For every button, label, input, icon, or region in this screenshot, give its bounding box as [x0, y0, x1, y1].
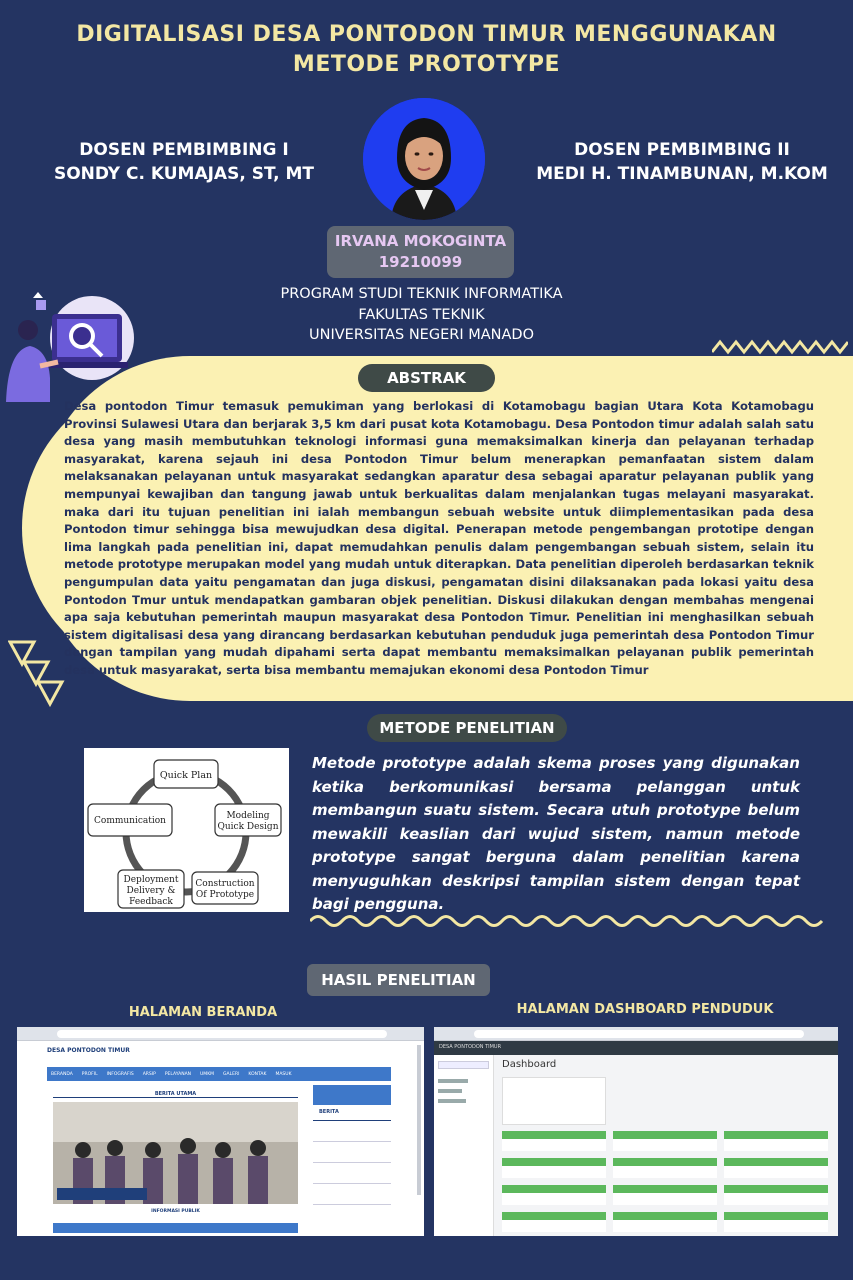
dashboard-card[interactable]: [724, 1131, 828, 1151]
dashboard-topbar: [434, 1041, 838, 1055]
author-portrait-icon: [363, 98, 485, 220]
supervisor-2-name: MEDI H. TINAMBUNAN, M.KOM: [536, 164, 828, 184]
home-screenshot: [17, 1027, 424, 1236]
dashboard-card[interactable]: [724, 1185, 828, 1205]
prototype-diagram: [84, 748, 289, 912]
dashboard-sidebar: [434, 1055, 494, 1236]
institution-block: [200, 284, 643, 346]
public-info-bar: [53, 1223, 298, 1233]
date-widget: [313, 1085, 391, 1105]
author-name: IRVANA MOKOGINTA: [334, 232, 507, 250]
faculty-name: FAKULTAS TEKNIK: [358, 306, 485, 323]
results-heading: HASIL PENELITIAN: [307, 964, 490, 996]
title-line-1: DIGITALISASI DESA PONTODON TIMUR MENGGUNAKAN: [76, 22, 777, 47]
dashboard-cards: [502, 1131, 828, 1232]
dashboard-heading: Dashboard: [502, 1059, 557, 1070]
dashboard-card[interactable]: [724, 1212, 828, 1232]
dashboard-card[interactable]: [502, 1212, 606, 1232]
wave-decoration-icon: [310, 912, 830, 930]
supervisor-1-name: SONDY C. KUMAJAS, ST, MT: [53, 164, 315, 184]
method-text: Metode prototype adalah skema proses yang digunakan ketika berkomunikasi bersama pelanggan untuk membangun suatu sistem. Secara utuh prototype belum mewakili keaslian dari wujud sistem, namun metode prototype sangat berguna dalam penelitian karena menyuguhkan deskripsi tampilan sistem dengan tepat bagi pengguna.: [312, 754, 800, 913]
dashboard-caption: HALAMAN DASHBOARD PENDUDUK: [516, 1002, 774, 1017]
university-name: UNIVERSITAS NEGERI MANADO: [309, 327, 534, 343]
diagram-feedback: Feedback: [129, 897, 173, 907]
dashboard-card[interactable]: [502, 1158, 606, 1178]
supervisor-2: [532, 138, 832, 186]
site-title: DESA PONTODON TIMUR: [47, 1047, 130, 1054]
abstract-heading: ABSTRAK: [358, 364, 495, 392]
nav-item-pelayanan[interactable]: PELAYANAN: [164, 1071, 192, 1077]
dashboard-card[interactable]: [502, 1185, 606, 1205]
poster-title: [0, 20, 853, 80]
dashboard-card[interactable]: [724, 1158, 828, 1178]
home-caption: HALAMAN BERANDA: [128, 1005, 278, 1020]
nav-item-kontak[interactable]: KONTAK: [248, 1071, 267, 1077]
dashboard-card[interactable]: [613, 1185, 717, 1205]
author-name-box: [327, 226, 514, 278]
nav-item-umkm[interactable]: UMKM: [200, 1071, 215, 1077]
group-photo-icon: [53, 1102, 298, 1204]
method-heading: METODE PENELITIAN: [367, 714, 567, 742]
dashboard-card[interactable]: [502, 1131, 606, 1151]
supervisor-1: [34, 138, 334, 186]
public-info-heading: INFORMASI PUBLIK: [151, 1209, 200, 1214]
nav-item-masuk[interactable]: MASUK: [275, 1071, 292, 1077]
dashboard-address-field: [474, 1030, 804, 1038]
dashboard-brand: DESA PONTODON TIMUR: [439, 1044, 502, 1050]
nav-item-beranda[interactable]: BERANDA: [51, 1071, 73, 1077]
diagram-of-prototype: Of Prototype: [195, 890, 255, 900]
news-photo: [53, 1102, 298, 1204]
triangle-decoration-icon: [8, 640, 74, 708]
side-news-list: [313, 1127, 391, 1217]
dashboard-screenshot: [434, 1027, 838, 1236]
title-line-2: METODE PROTOTYPE: [292, 52, 561, 77]
diagram-quick-design: Quick Design: [217, 822, 279, 832]
dashboard-browser-bar: [434, 1027, 838, 1041]
supervisor-1-role: DOSEN PEMBIMBING I: [79, 140, 289, 160]
zigzag-decoration-icon: [712, 338, 848, 356]
dashboard-card[interactable]: [613, 1212, 717, 1232]
diagram-deployment: Deployment: [123, 875, 179, 885]
side-news-title: BERITA: [313, 1109, 391, 1121]
author-photo: [363, 98, 485, 220]
site-nav: [47, 1067, 391, 1081]
diagram-quick-plan: Quick Plan: [159, 770, 213, 781]
author-id: 19210099: [378, 253, 463, 271]
dashboard-card[interactable]: [613, 1158, 717, 1178]
nav-item-infografis[interactable]: INFOGRAFIS: [106, 1071, 134, 1077]
address-field: [57, 1030, 387, 1038]
scrollbar[interactable]: [417, 1045, 421, 1195]
diagram-delivery: Delivery &: [126, 886, 176, 896]
main-news-heading: BERITA UTAMA: [53, 1091, 298, 1098]
dashboard-card[interactable]: [613, 1131, 717, 1151]
program-name: PROGRAM STUDI TEKNIK INFORMATIKA: [280, 286, 563, 302]
nav-item-galeri[interactable]: GALERI: [223, 1071, 240, 1077]
diagram-modeling: Modeling: [226, 811, 270, 821]
supervisor-2-role: DOSEN PEMBIMBING II: [574, 140, 790, 160]
diagram-construction: Construction: [195, 879, 255, 889]
browser-bar: [17, 1027, 424, 1041]
dashboard-profile-card: [502, 1077, 606, 1125]
prototype-cycle-icon: [84, 748, 289, 912]
nav-item-arsip[interactable]: ARSIP: [142, 1071, 156, 1077]
diagram-communication: Communication: [94, 816, 166, 826]
abstract-text: Desa pontodon Timur temasuk pemukiman yang berlokasi di Kotamobagu bagian Utara Kota Kotamobagu Provinsi Sulawesi Utara dan berjarak 3,5 km dari pusat kota Kotamobagu. Desa Pontodon timur adalah salah satu desa yang masih membutuhkan teknologi informasi guna memaksimalkan kinerja dan pelayanan terhadap masyarakat, karena sejauh ini desa Pontodon Timur belum menerapkan pemanfaatan sistem dalam melaksanakan pelayanan untuk masyarakat sedangkan aparatur desa sebagai aparatur pelayanan publik yang mempunyai kewajiban dan tangung jawab untuk berkualitas dalam menjalankan tugas melayani masyarakat. maka dari itu tujuan penelitian ini ialah membangun sebuah website untuk diimplementasikan pada desa Pontodon timur sehingga bisa mewujudkan desa digital. Penerapan metode pengembangan prototipe dengan lima langkah pada penelitian ini, dapat memudahkan penulis dalam pengembangan sebuah sistem, selain itu metode prototype merupakan model yang mudah untuk diterapkan. Data penelitian diperoleh berdasarkan teknik pengumpulan data yaitu pengamatan dan juga diskusi, pengamatan disini dilaksanakan pada lokasi yaitu desa Pontodon Tmur untuk mendapatkan gambaran objek penelitian. Diskusi dilakukan dengan membahas mengenai apa saja kebutuhan pemerintah maupun masyarakat desa Pontodon Timur. Penelitian ini menghasilkan sebuah sistem digitalisasi desa yang dirancang berdasarkan kebutuhan penduduk juga pemerintah desa Pontodon Timur dengan tampilan yang mudah dipahami serta dapat membantu memaksimalkan pelayanan publik pemerintah desa untuk masyarakat, serta bisa membantu memajukan ekonomi desa Pontodon Timur: [64, 399, 814, 677]
nav-item-profil[interactable]: PROFIL: [81, 1071, 98, 1077]
